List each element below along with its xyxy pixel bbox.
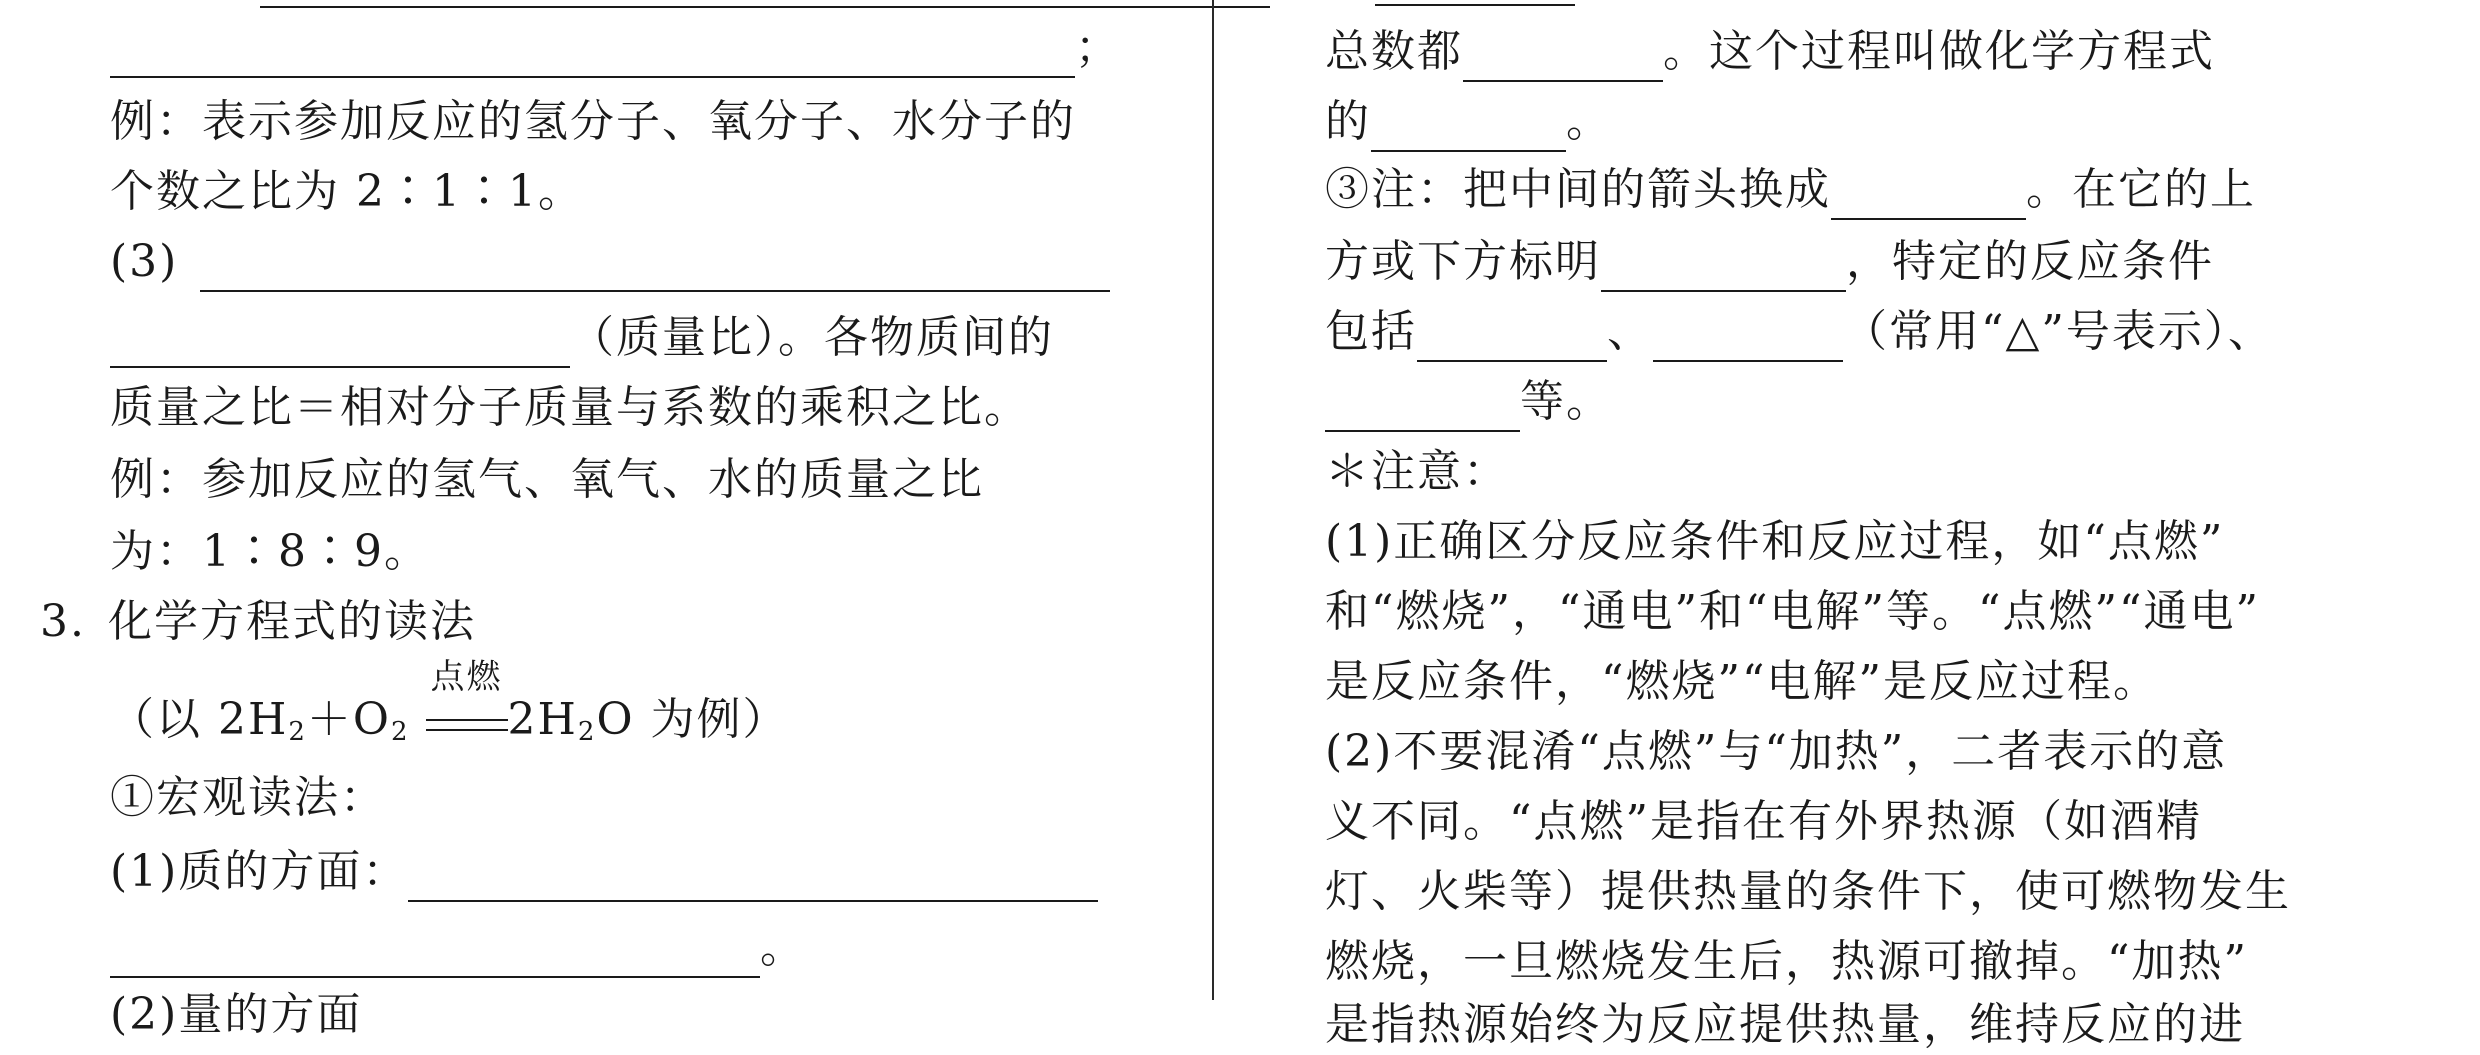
answer-blank[interactable] — [110, 320, 570, 368]
line4-prefix: 方或下方标明 — [1325, 236, 1601, 287]
line6-suffix: 等。 — [1520, 376, 1612, 427]
answer-blank[interactable] — [200, 244, 1110, 292]
quality-aspect-line — [110, 842, 1098, 902]
line1-suffix: 。这个过程叫做化学方程式 — [1663, 26, 2215, 77]
example1-line1: 例：表示参加反应的氢分子、氧分子、水分子的 — [110, 96, 1076, 147]
subscript: 2 — [288, 717, 307, 747]
line5-prefix: 包括 — [1325, 306, 1417, 357]
mass-ratio-line — [110, 308, 1054, 368]
note3-suffix: 。在它的上 — [2026, 164, 2256, 215]
p1-line2: 和“燃烧”，“通电”和“电解”等。“点燃”“通电” — [1325, 586, 2260, 637]
answer-blank[interactable] — [1601, 244, 1846, 292]
line2-prefix: 的 — [1325, 96, 1371, 147]
p1-line1: (1)正确区分反应条件和反应过程，如“点燃” — [1325, 516, 2225, 567]
right-line4 — [1325, 232, 2214, 292]
note3-prefix: ③注：把中间的箭头换成 — [1325, 164, 1831, 215]
answer-blank[interactable] — [1463, 34, 1663, 82]
right-column — [1325, 0, 2325, 1050]
semicolon: ； — [1075, 22, 1121, 73]
answer-blank-top[interactable] — [260, 6, 1270, 8]
section3-title: 化学方程式的读法 — [107, 596, 476, 647]
reaction-condition: 点燃 — [430, 656, 503, 697]
p2-line4: 燃烧，一旦燃烧发生后，热源可撤掉。“加热” — [1325, 936, 2248, 987]
p2-line3: 灯、火柴等）提供热量的条件下，使可燃物发生 — [1325, 866, 2291, 917]
line4-suffix: ，特定的反应条件 — [1846, 236, 2214, 287]
subscript: 2 — [577, 717, 597, 747]
p2-line1: (2)不要混淆“点燃”与“加热”，二者表示的意 — [1325, 726, 2228, 777]
right-line6 — [1325, 372, 1612, 432]
right-line5 — [1325, 302, 2274, 362]
line1-prefix: 总数都 — [1325, 26, 1463, 77]
example-equation-line — [110, 656, 789, 750]
section3-heading — [40, 592, 476, 652]
example-prefix: （以 2H — [110, 694, 289, 745]
item3-label: (3) — [110, 236, 179, 287]
p2-line5-partial: 是指热源始终为反应提供热量，维持反应的进 — [1325, 999, 2245, 1050]
right-line1 — [1325, 22, 2215, 82]
answer-blank[interactable] — [1371, 104, 1566, 152]
example2-line1: 例：参加反应的氢气、氧气、水的质量之比 — [110, 454, 984, 505]
column-divider — [1212, 0, 1214, 1000]
example-product-a: 2H — [507, 694, 578, 745]
answer-blank-top[interactable] — [1375, 4, 1575, 6]
answer-blank[interactable] — [1325, 384, 1520, 432]
macro-reading: ①宏观读法： — [110, 772, 386, 823]
answer-blank[interactable] — [1653, 314, 1843, 362]
example2-line2: 为：1∶8∶9。 — [110, 526, 430, 577]
answer-blank[interactable] — [110, 30, 1075, 78]
line2-suffix: 。 — [1566, 96, 1612, 147]
quality-aspect-label: (1)质的方面： — [110, 846, 409, 897]
attention-heading: ＊注意： — [1325, 446, 1509, 497]
line5-suffix: （常用“△”号表示）、 — [1843, 306, 2274, 357]
answer-blank[interactable] — [1417, 314, 1607, 362]
mass-ratio-suffix: （质量比）。各物质间的 — [570, 312, 1054, 363]
left-column — [40, 0, 1160, 1040]
answer-blank[interactable] — [408, 854, 1098, 902]
example-plus: ＋O — [306, 694, 391, 745]
example1-line2: 个数之比为 2∶1∶1。 — [110, 166, 584, 217]
quantity-aspect-partial: (2)量的方面 — [110, 989, 363, 1040]
period: 。 — [760, 922, 806, 973]
mass-line2: 质量之比＝相对分子质量与系数的乘积之比。 — [110, 382, 1030, 433]
double-bar — [426, 719, 508, 731]
answer-blank[interactable] — [1831, 172, 2026, 220]
example-product-b: O 为例） — [596, 694, 789, 745]
line5-mid: 、 — [1607, 306, 1653, 357]
p2-line2: 义不同。“点燃”是指在有外界热源（如酒精 — [1325, 796, 2202, 847]
right-line2 — [1325, 92, 1612, 152]
answer-line-semicolon — [110, 18, 1121, 78]
quality-aspect-line2 — [110, 918, 806, 978]
subscript: 2 — [390, 717, 410, 747]
section3-number: 3. — [40, 596, 86, 647]
reaction-equals-sign — [426, 656, 508, 731]
p1-line3: 是反应条件，“燃烧”“电解”是反应过程。 — [1325, 656, 2159, 707]
item3-line — [110, 232, 1110, 292]
answer-blank[interactable] — [110, 930, 760, 978]
note3-line — [1325, 160, 2256, 220]
